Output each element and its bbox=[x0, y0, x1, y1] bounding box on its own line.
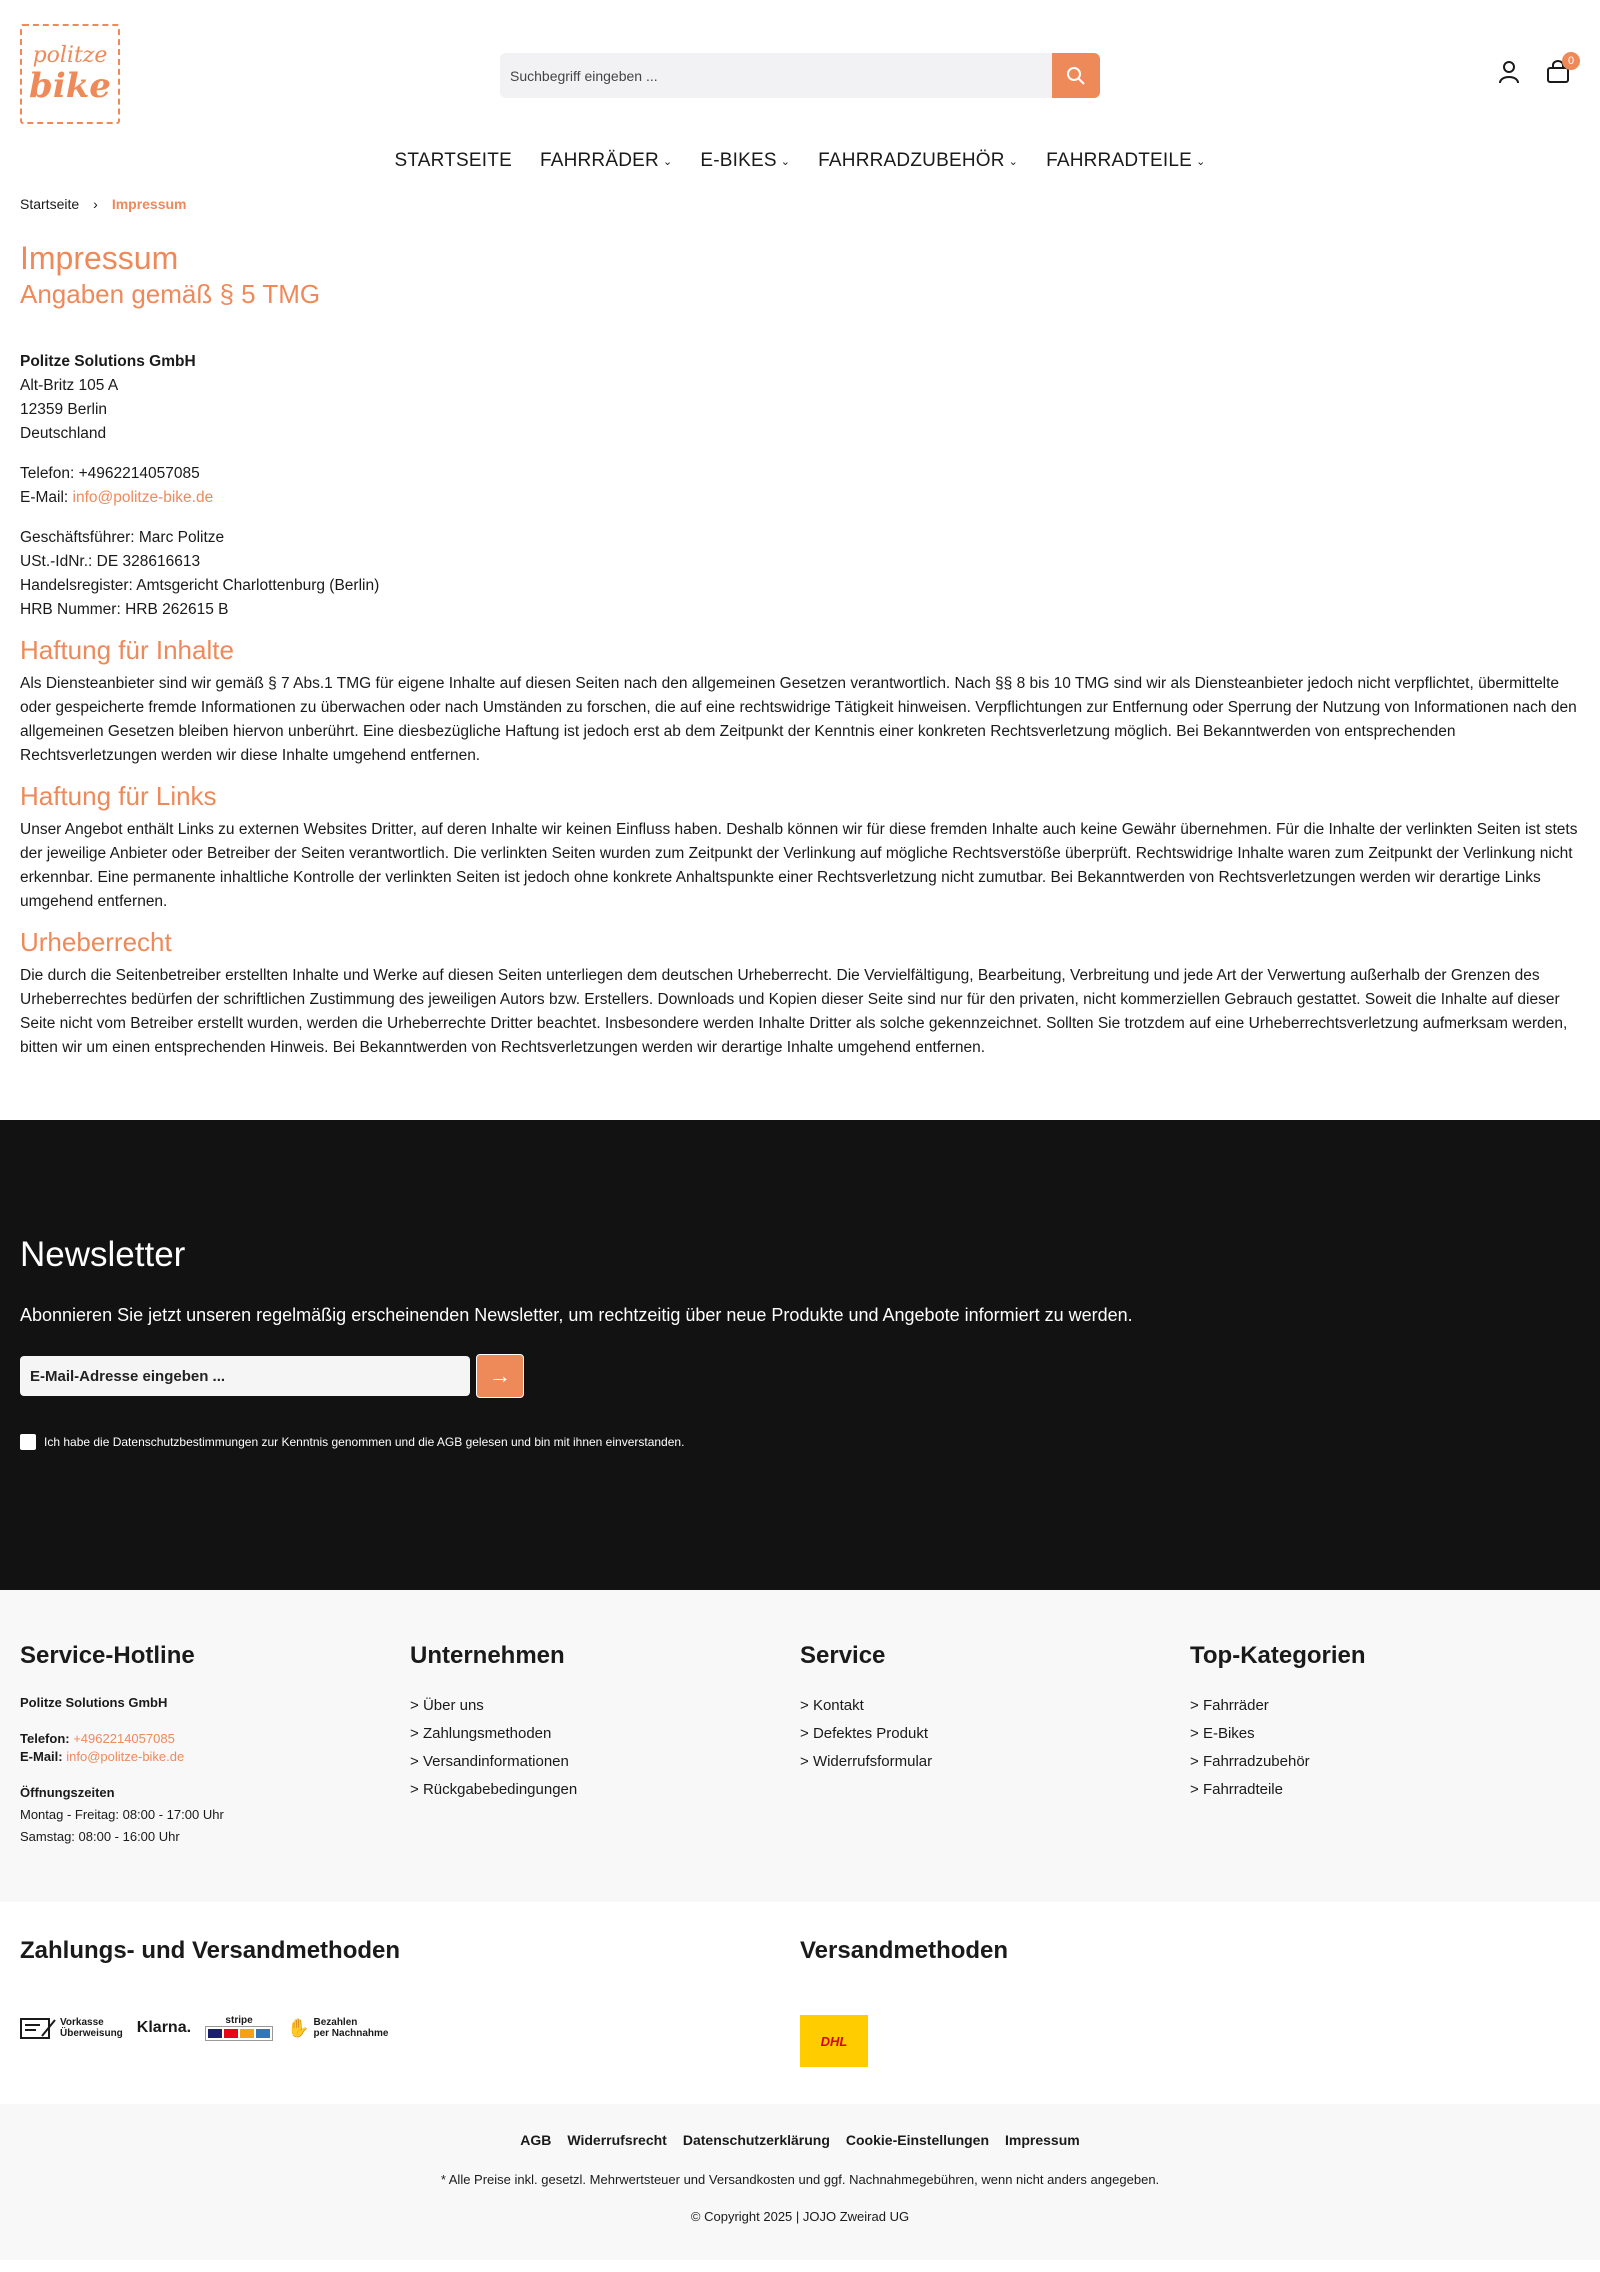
section-title: Haftung für Inhalte bbox=[20, 635, 234, 665]
chevron-right-icon: › bbox=[93, 196, 98, 212]
legal-link-widerrufsrecht[interactable]: Widerrufsrecht bbox=[567, 2132, 667, 2148]
legal-link-agb[interactable]: AGB bbox=[520, 2132, 552, 2148]
footer-link[interactable]: > Versandinformationen bbox=[410, 1748, 800, 1776]
nachnahme-label-1: Bezahlen bbox=[313, 2017, 358, 2028]
price-note: * Alle Preise inkl. gesetzl. Mehrwertsteuer und Versandkosten und ggf. Nachnahmegebühren, wenn nicht anders angegeben. bbox=[440, 2172, 1160, 2187]
invoice-icon bbox=[20, 2016, 56, 2040]
cash-hand-icon: ✋ bbox=[287, 2017, 310, 2038]
footer-link[interactable]: > Widerrufsformular bbox=[800, 1748, 1190, 1776]
page-subtitle: Angaben gemäß § 5 TMG bbox=[20, 279, 321, 309]
footer-link[interactable]: > Fahrradteile bbox=[1190, 1776, 1580, 1804]
search-icon bbox=[1066, 66, 1086, 86]
legal-link-impressum[interactable]: Impressum bbox=[1005, 2132, 1080, 2148]
credit-cards-icon bbox=[205, 2026, 273, 2041]
footer-link[interactable]: > Fahrradzubehör bbox=[1190, 1748, 1580, 1776]
stripe-logo bbox=[205, 2015, 273, 2041]
footer-company bbox=[410, 1642, 800, 1902]
legal-link-datenschutz[interactable]: Datenschutzerklärung bbox=[682, 2132, 830, 2148]
nav-startseite[interactable] bbox=[395, 150, 512, 172]
nav-label: FAHRRADZUBEHÖR bbox=[818, 150, 1005, 171]
user-icon bbox=[1498, 60, 1520, 84]
breadcrumb-current: Impressum bbox=[111, 196, 187, 212]
breadcrumb-home[interactable]: Startseite bbox=[20, 196, 80, 212]
footer-link[interactable]: > E-Bikes bbox=[1190, 1720, 1580, 1748]
klarna-logo: Klarna. bbox=[136, 2019, 192, 2036]
newsletter-section bbox=[0, 1120, 1600, 1590]
hotline-email-link[interactable]: info@politze-bike.de bbox=[66, 1749, 185, 1764]
footer-heading: Service bbox=[800, 1642, 886, 1669]
site-header bbox=[0, 0, 1600, 212]
nav-fahrradteile[interactable] bbox=[1046, 150, 1205, 172]
payment-logos bbox=[20, 2015, 800, 2041]
company-address bbox=[20, 350, 1580, 622]
shipping-methods bbox=[800, 1937, 1580, 2104]
vat-id: USt.-IdNr.: DE 328616613 bbox=[20, 553, 201, 570]
country: Deutschland bbox=[20, 425, 107, 442]
payment-methods bbox=[20, 1937, 800, 2104]
hrb-number: HRB Nummer: HRB 262615 B bbox=[20, 601, 229, 618]
footer-link[interactable]: > Über uns bbox=[410, 1692, 800, 1720]
email-link[interactable]: info@politze-bike.de bbox=[72, 489, 214, 506]
shipping-title: Versandmethoden bbox=[800, 1937, 1009, 1964]
section-title: Haftung für Links bbox=[20, 781, 217, 811]
bottom-bar bbox=[0, 2104, 1600, 2260]
search-bar bbox=[500, 53, 1100, 98]
footer-service bbox=[800, 1642, 1190, 1902]
opening-hours-saturday: Samstag: 08:00 - 16:00 Uhr bbox=[20, 1829, 180, 1844]
phone-line bbox=[20, 462, 1580, 486]
section-text: Die durch die Seitenbetreiber erstellten Inhalte und Werke auf diesen Seiten unterliegen dem deutschen Urheberrecht. Die Vervielfältigung, Bearbeitung, Verbreitung und jede Art der Verwertung außerhalb der Grenzen des Urheberrechtes bedürfen der schriftlichen Zustimmung des jeweiligen Autors bzw. Erstellers. Downloads und Kopien dieser Seite sind nur für den privaten, nicht kommerziellen Gebrauch gestattet. Soweit die Inhalte auf dieser Seite nicht vom Betreiber erstellt wurden, werden die Urheberrechte Dritter beachtet. Insbesondere werden Inhalte Dritter als solche gekennzeichnet. Sollten Sie trotzdem auf eine Urheberrechtsverletzung aufmerksam werden, bitten wir um einen entsprechenden Hinweis. Bei Bekanntwerden von Rechtsverletzungen werden wir derartige Inhalte umgehend entfernen. bbox=[20, 967, 1568, 1056]
main-navigation bbox=[0, 150, 1600, 172]
nachnahme-label-2: per Nachnahme bbox=[313, 2028, 389, 2039]
footer-heading: Service-Hotline bbox=[20, 1642, 195, 1669]
footer-top-categories bbox=[1190, 1642, 1580, 1902]
account-button[interactable] bbox=[1498, 60, 1520, 89]
breadcrumb bbox=[20, 196, 187, 212]
nav-fahrradzubehoer[interactable] bbox=[818, 150, 1018, 172]
page-title: Impressum bbox=[20, 240, 179, 276]
consent-label: Ich habe die Datenschutzbestimmungen zur Kenntnis genommen und die AGB gelesen und bin mit ihnen einverstanden. bbox=[44, 1435, 685, 1449]
nav-label: FAHRRÄDER bbox=[539, 150, 659, 171]
chevron-down-icon: ⌄ bbox=[662, 155, 673, 168]
logo-text-top: politze bbox=[32, 43, 108, 68]
ueberweisung-label: Überweisung bbox=[60, 2028, 123, 2039]
vorkasse-logo bbox=[20, 2016, 123, 2040]
hotline-phone-link[interactable]: +4962214057085 bbox=[73, 1731, 175, 1746]
newsletter-title: Newsletter bbox=[20, 1235, 186, 1274]
hotline-email-label: E-Mail: bbox=[20, 1749, 63, 1764]
nav-label: FAHRRADTEILE bbox=[1046, 150, 1193, 171]
newsletter-email-input[interactable]: E-Mail-Adresse eingeben ... bbox=[20, 1356, 470, 1396]
payment-title: Zahlungs- und Versandmethoden bbox=[20, 1937, 401, 1964]
phone-label: Telefon: bbox=[20, 465, 75, 482]
section-title: Urheberrecht bbox=[20, 927, 172, 957]
trade-register: Handelsregister: Amtsgericht Charlottenburg (Berlin) bbox=[20, 577, 380, 594]
phone-value: +4962214057085 bbox=[78, 465, 200, 482]
vorkasse-label: Vorkasse bbox=[60, 2017, 104, 2028]
opening-hours-weekdays: Montag - Freitag: 08:00 - 17:00 Uhr bbox=[20, 1807, 224, 1822]
footer-link[interactable]: > Rückgabebedingungen bbox=[410, 1776, 800, 1804]
header-icons bbox=[1498, 55, 1575, 89]
cart-button[interactable] bbox=[1546, 55, 1575, 89]
city: 12359 Berlin bbox=[20, 401, 108, 418]
hotline-phone-label: Telefon: bbox=[20, 1731, 70, 1746]
footer-hotline bbox=[20, 1642, 410, 1902]
footer-link[interactable]: > Kontakt bbox=[800, 1692, 1190, 1720]
legal-link-cookies[interactable]: Cookie-Einstellungen bbox=[845, 2132, 990, 2148]
consent-checkbox[interactable] bbox=[20, 1434, 36, 1450]
site-logo[interactable] bbox=[20, 24, 120, 124]
copyright: © Copyright 2025 | JOJO Zweirad UG bbox=[690, 2209, 910, 2224]
hotline-company: Politze Solutions GmbH bbox=[20, 1695, 168, 1710]
newsletter-form bbox=[20, 1356, 1580, 1398]
logo-text-bottom: bike bbox=[29, 66, 111, 106]
newsletter-consent bbox=[20, 1434, 1580, 1450]
nav-fahrraeder[interactable] bbox=[540, 150, 672, 172]
arrow-right-icon: → bbox=[489, 1363, 511, 1388]
section-text: Unser Angebot enthält Links zu externen Websites Dritter, auf deren Inhalte wir keinen Einfluss haben. Deshalb können wir für diese fremden Inhalte auch keine Gewähr übernehmen. Für die Inhalte der verlinkten Seiten ist stets der jeweilige Anbieter oder Betreiber der Seiten verantwortlich. Die verlinkten Seiten wurden zum Zeitpunkt der Verlinkung auf mögliche Rechtsverstöße überprüft. Rechtswidrige Inhalte waren zum Zeitpunkt der Verlinkung nicht erkennbar. Eine permanente inhaltliche Kontrolle der verlinkten Seiten ist jedoch ohne konkrete Anhaltspunkte einer Rechtsverletzung nicht zumutbar. Bei Bekanntwerden von Rechtsverletzungen werden wir derartige Links umgehend entfernen. bbox=[20, 821, 1578, 910]
legal-links bbox=[0, 2132, 1600, 2148]
manager: Geschäftsführer: Marc Politze bbox=[20, 529, 225, 546]
email-label: E-Mail: bbox=[20, 489, 69, 506]
company-name: Politze Solutions GmbH bbox=[20, 353, 196, 370]
footer-heading: Unternehmen bbox=[410, 1642, 565, 1669]
section-text: Als Diensteanbieter sind wir gemäß § 7 Abs.1 TMG für eigene Inhalte auf diesen Seiten nach den allgemeinen Gesetzen verantwortlich. Nach §§ 8 bis 10 TMG sind wir als Diensteanbieter jedoch nicht verpflichtet, übermittelte oder gespeicherte fremde Informationen zu überwachen oder nach Umständen zu forschen, die auf eine rechtswidrige Tätigkeit hinweisen. Verpflichtungen zur Entfernung oder Sperrung der Nutzung von Informationen nach den allgemeinen Gesetzen bleiben hiervon unberührt. Eine diesbezügliche Haftung ist jedoch erst ab dem Zeitpunkt der Kenntnis einer konkreten Rechtsverletzung möglich. Bei Bekanntwerden von entsprechenden Rechtsverletzungen werden wir diese Inhalte umgehend entfernen. bbox=[20, 675, 1577, 764]
opening-hours-title: Öffnungszeiten bbox=[20, 1785, 115, 1800]
footer-link[interactable]: > Fahrräder bbox=[1190, 1692, 1580, 1720]
nav-label: STARTSEITE bbox=[394, 150, 512, 171]
footer-columns bbox=[0, 1590, 1600, 1902]
search-button[interactable] bbox=[1052, 53, 1100, 98]
chevron-down-icon: ⌄ bbox=[1008, 155, 1019, 168]
dhl-logo: DHL bbox=[800, 2015, 868, 2067]
cart-count-badge: 0 bbox=[1562, 52, 1580, 70]
chevron-down-icon: ⌄ bbox=[1196, 155, 1206, 168]
footer-heading: Top-Kategorien bbox=[1190, 1642, 1366, 1669]
nav-e-bikes[interactable] bbox=[700, 150, 790, 172]
chevron-down-icon: ⌄ bbox=[780, 155, 791, 168]
nachnahme-logo bbox=[287, 2017, 388, 2039]
stripe-label: stripe bbox=[225, 2015, 253, 2026]
street: Alt-Britz 105 A bbox=[20, 377, 119, 394]
newsletter-submit-button[interactable] bbox=[476, 1354, 524, 1398]
nav-label: E-BIKES bbox=[700, 150, 777, 171]
search-input[interactable]: Suchbegriff eingeben ... bbox=[500, 53, 1052, 98]
footer-link[interactable]: > Defektes Produkt bbox=[800, 1720, 1190, 1748]
newsletter-intro: Abonnieren Sie jetzt unseren regelmäßig erscheinenden Newsletter, um rechtzeitig über neue Produkte und Angebote informiert zu werden. bbox=[20, 1305, 1133, 1325]
footer-link[interactable]: > Zahlungsmethoden bbox=[410, 1720, 800, 1748]
email-line bbox=[20, 486, 1580, 510]
payment-shipping bbox=[0, 1902, 1600, 2104]
main-content bbox=[0, 190, 1600, 1060]
